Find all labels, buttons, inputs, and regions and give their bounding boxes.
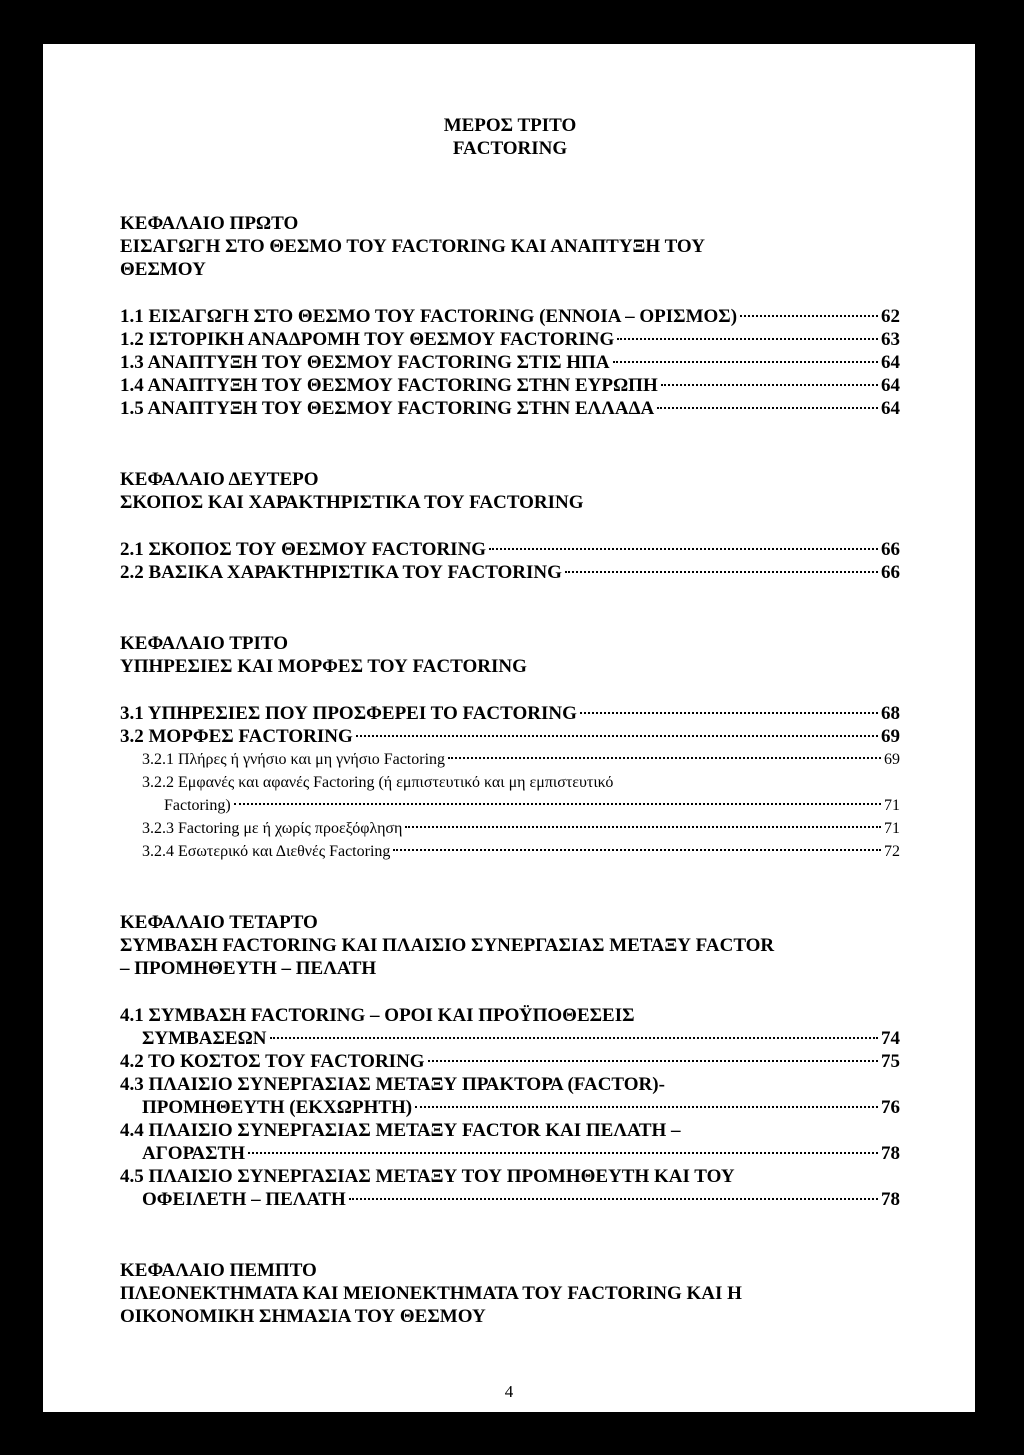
chapter-label: ΚΕΦΑΛΑΙΟ ΠΕΜΠΤΟ (120, 1260, 317, 1281)
document-sheet (43, 44, 975, 1412)
table-of-contents (120, 114, 900, 1328)
toc-entry-page: 71 (884, 820, 900, 837)
chapter-label: ΚΕΦΑΛΑΙΟ ΤΡΙΤΟ (120, 633, 288, 654)
chapter-1-entries (120, 305, 900, 420)
toc-entry-page: 64 (881, 398, 900, 419)
chapter-2-heading (120, 468, 900, 514)
chapter-title-line-1: ΕΙΣΑΓΩΓΗ ΣΤΟ ΘΕΣΜΟ ΤΟΥ FACTORING ΚΑΙ ΑΝΑΠΤΥΞΗ ΤΟΥ (120, 236, 705, 257)
toc-entry-page: 64 (881, 352, 900, 373)
toc-entry-page: 66 (881, 539, 900, 560)
dot-leader (565, 571, 878, 573)
chapter-title-line-2: ΘΕΣΜΟΥ (120, 259, 206, 280)
part-title (120, 114, 900, 160)
chapter-3-heading (120, 632, 900, 678)
chapter-3-entries (120, 702, 900, 863)
toc-subentry[interactable] (120, 840, 900, 863)
toc-entry-label: 1.1 ΕΙΣΑΓΩΓΗ ΣΤΟ ΘΕΣΜΟ ΤΟΥ FACTORING (ΕΝΝΟΙΑ – ΟΡΙΣΜΟΣ) (120, 306, 738, 327)
dot-leader (405, 826, 881, 828)
chapter-title-line-1: ΠΛΕΟΝΕΚΤΗΜΑΤΑ ΚΑΙ ΜΕΙΟΝΕΚΤΗΜΑΤΑ ΤΟΥ FACTORING ΚΑΙ Η (120, 1283, 742, 1304)
toc-entry-page: 63 (881, 329, 900, 350)
toc-entry-page: 66 (881, 562, 900, 583)
toc-entry-label: 4.2 ΤΟ ΚΟΣΤΟΣ ΤΟΥ FACTORING (120, 1051, 425, 1072)
toc-entry-label: 3.2.4 Εσωτερικό και Διεθνές Factoring (142, 843, 391, 860)
toc-entry-page: 75 (881, 1051, 900, 1072)
toc-entry[interactable] (120, 1073, 900, 1119)
dot-leader (393, 849, 881, 851)
chapter-4-entries (120, 1004, 900, 1211)
dot-leader (356, 735, 878, 737)
toc-entry-label-line-1: 4.4 ΠΛΑΙΣΙΟ ΣΥΝΕΡΓΑΣΙΑΣ ΜΕΤΑΞΥ FACTOR ΚΑΙ ΠΕΛΑΤΗ – (120, 1120, 681, 1141)
dot-leader (657, 407, 878, 409)
chapter-4-heading (120, 911, 900, 980)
toc-entry-page: 74 (881, 1028, 900, 1049)
toc-entry[interactable] (120, 725, 900, 748)
toc-entry[interactable] (120, 702, 900, 725)
dot-leader (661, 384, 878, 386)
toc-entry-page: 71 (884, 797, 900, 814)
chapter-title-line-1: ΣΥΜΒΑΣΗ FACTORING ΚΑΙ ΠΛΑΙΣΙΟ ΣΥΝΕΡΓΑΣΙΑΣ ΜΕΤΑΞΥ FACTOR (120, 935, 775, 956)
toc-entry-page: 76 (881, 1097, 900, 1118)
toc-entry-label: 1.3 ΑΝΑΠΤΥΞΗ ΤΟΥ ΘΕΣΜΟΥ FACTORING ΣΤΙΣ ΗΠΑ (120, 352, 610, 373)
chapter-label: ΚΕΦΑΛΑΙΟ ΤΕΤΑΡΤΟ (120, 912, 318, 933)
chapter-title: ΥΠΗΡΕΣΙΕΣ ΚΑΙ ΜΟΡΦΕΣ ΤΟΥ FACTORING (120, 656, 527, 677)
chapter-title-line-2: ΟΙΚΟΝΟΜΙΚΗ ΣΗΜΑΣΙΑ ΤΟΥ ΘΕΣΜΟΥ (120, 1306, 486, 1327)
toc-entry-label-line-2: ΟΦΕΙΛΕΤΗ – ΠΕΛΑΤΗ (142, 1189, 346, 1210)
chapter-2-entries (120, 538, 900, 584)
toc-entry-label-line-1: 4.3 ΠΛΑΙΣΙΟ ΣΥΝΕΡΓΑΣΙΑΣ ΜΕΤΑΞΥ ΠΡΑΚΤΟΡΑ (FACTOR)- (120, 1074, 665, 1095)
toc-subentry[interactable] (120, 771, 900, 817)
dot-leader (740, 315, 878, 317)
toc-entry-page: 78 (881, 1189, 900, 1210)
toc-entry-page: 69 (881, 726, 900, 747)
toc-entry[interactable] (120, 1165, 900, 1211)
toc-entry-label: 3.2 ΜΟΡΦΕΣ FACTORING (120, 726, 353, 747)
toc-entry[interactable] (120, 305, 900, 328)
dot-leader (489, 548, 878, 550)
toc-entry-label-line-2: ΑΓΟΡΑΣΤΗ (142, 1143, 245, 1164)
chapter-label: ΚΕΦΑΛΑΙΟ ΠΡΩΤΟ (120, 213, 299, 234)
chapter-1-heading (120, 212, 900, 281)
toc-entry-label-line-2: ΠΡΟΜΗΘΕΥΤΗ (ΕΚΧΩΡΗΤΗ) (142, 1097, 413, 1118)
toc-entry-label: 3.2.1 Πλήρες ή γνήσιο και μη γνήσιο Factoring (142, 751, 446, 768)
toc-entry[interactable] (120, 1004, 900, 1050)
toc-entry-page: 62 (881, 306, 900, 327)
toc-entry-label: 1.5 ΑΝΑΠΤΥΞΗ ΤΟΥ ΘΕΣΜΟΥ FACTORING ΣΤΗΝ ΕΛΛΑΔΑ (120, 398, 655, 419)
toc-entry-label: 3.1 ΥΠΗΡΕΣΙΕΣ ΠΟΥ ΠΡΟΣΦΕΡΕΙ ΤΟ FACTORING (120, 703, 577, 724)
toc-entry-page: 69 (884, 751, 900, 768)
toc-entry-page: 72 (884, 843, 900, 860)
toc-entry[interactable] (120, 1119, 900, 1165)
page-number: 4 (504, 1382, 514, 1401)
toc-entry[interactable] (120, 328, 900, 351)
dot-leader (270, 1037, 878, 1039)
toc-entry-page: 68 (881, 703, 900, 724)
dot-leader (415, 1106, 878, 1108)
chapter-title: ΣΚΟΠΟΣ ΚΑΙ ΧΑΡΑΚΤΗΡΙΣΤΙΚΑ ΤΟΥ FACTORING (120, 492, 584, 513)
chapter-label: ΚΕΦΑΛΑΙΟ ΔΕΥΤΕΡΟ (120, 469, 319, 490)
toc-entry-label-line-2: ΣΥΜΒΑΣΕΩΝ (142, 1028, 267, 1049)
toc-entry[interactable] (120, 561, 900, 584)
toc-entry-label: 1.4 ΑΝΑΠΤΥΞΗ ΤΟΥ ΘΕΣΜΟΥ FACTORING ΣΤΗΝ ΕΥΡΩΠΗ (120, 375, 658, 396)
toc-entry-page: 78 (881, 1143, 900, 1164)
toc-entry-label: 2.1 ΣΚΟΠΟΣ ΤΟΥ ΘΕΣΜΟΥ FACTORING (120, 539, 487, 560)
toc-entry-label: 2.2 ΒΑΣΙΚΑ ΧΑΡΑΚΤΗΡΙΣΤΙΚΑ ΤΟΥ FACTORING (120, 562, 562, 583)
toc-entry[interactable] (120, 538, 900, 561)
toc-entry-label: 3.2.3 Factoring με ή χωρίς προεξόφληση (142, 820, 403, 837)
toc-entry[interactable] (120, 351, 900, 374)
toc-entry-page: 64 (881, 375, 900, 396)
toc-entry[interactable] (120, 1050, 900, 1073)
dot-leader (349, 1198, 878, 1200)
dot-leader (580, 712, 878, 714)
dot-leader (617, 338, 878, 340)
toc-entry-label-line-1: 4.5 ΠΛΑΙΣΙΟ ΣΥΝΕΡΓΑΣΙΑΣ ΜΕΤΑΞΥ ΤΟΥ ΠΡΟΜΗΘΕΥΤΗ ΚΑΙ ΤΟΥ (120, 1166, 735, 1187)
toc-entry-label-line-1: 4.1 ΣΥΜΒΑΣΗ FACTORING – ΟΡΟΙ ΚΑΙ ΠΡΟΫΠΟΘΕΣΕΙΣ (120, 1005, 635, 1026)
toc-subentry[interactable] (120, 748, 900, 771)
chapter-5-heading (120, 1259, 900, 1328)
dot-leader (428, 1060, 878, 1062)
chapter-title-line-2: – ΠΡΟΜΗΘΕΥΤΗ – ΠΕΛΑΤΗ (120, 958, 377, 979)
toc-entry-label: 1.2 ΙΣΤΟΡΙΚΗ ΑΝΑΔΡΟΜΗ ΤΟΥ ΘΕΣΜΟΥ FACTORING (120, 329, 615, 350)
dot-leader (248, 1152, 878, 1154)
dot-leader (234, 803, 881, 805)
toc-entry[interactable] (120, 397, 900, 420)
toc-entry[interactable] (120, 374, 900, 397)
dot-leader (448, 757, 881, 759)
dot-leader (613, 361, 878, 363)
toc-subentry[interactable] (120, 817, 900, 840)
part-title-line-1: ΜΕΡΟΣ ΤΡΙΤΟ (443, 115, 577, 136)
toc-entry-label-line-1: 3.2.2 Εμφανές και αφανές Factoring (ή εμπιστευτικό και μη εμπιστευτικό (142, 774, 614, 791)
part-title-line-2: FACTORING (452, 138, 568, 159)
toc-entry-label-line-2: Factoring) (164, 797, 231, 814)
